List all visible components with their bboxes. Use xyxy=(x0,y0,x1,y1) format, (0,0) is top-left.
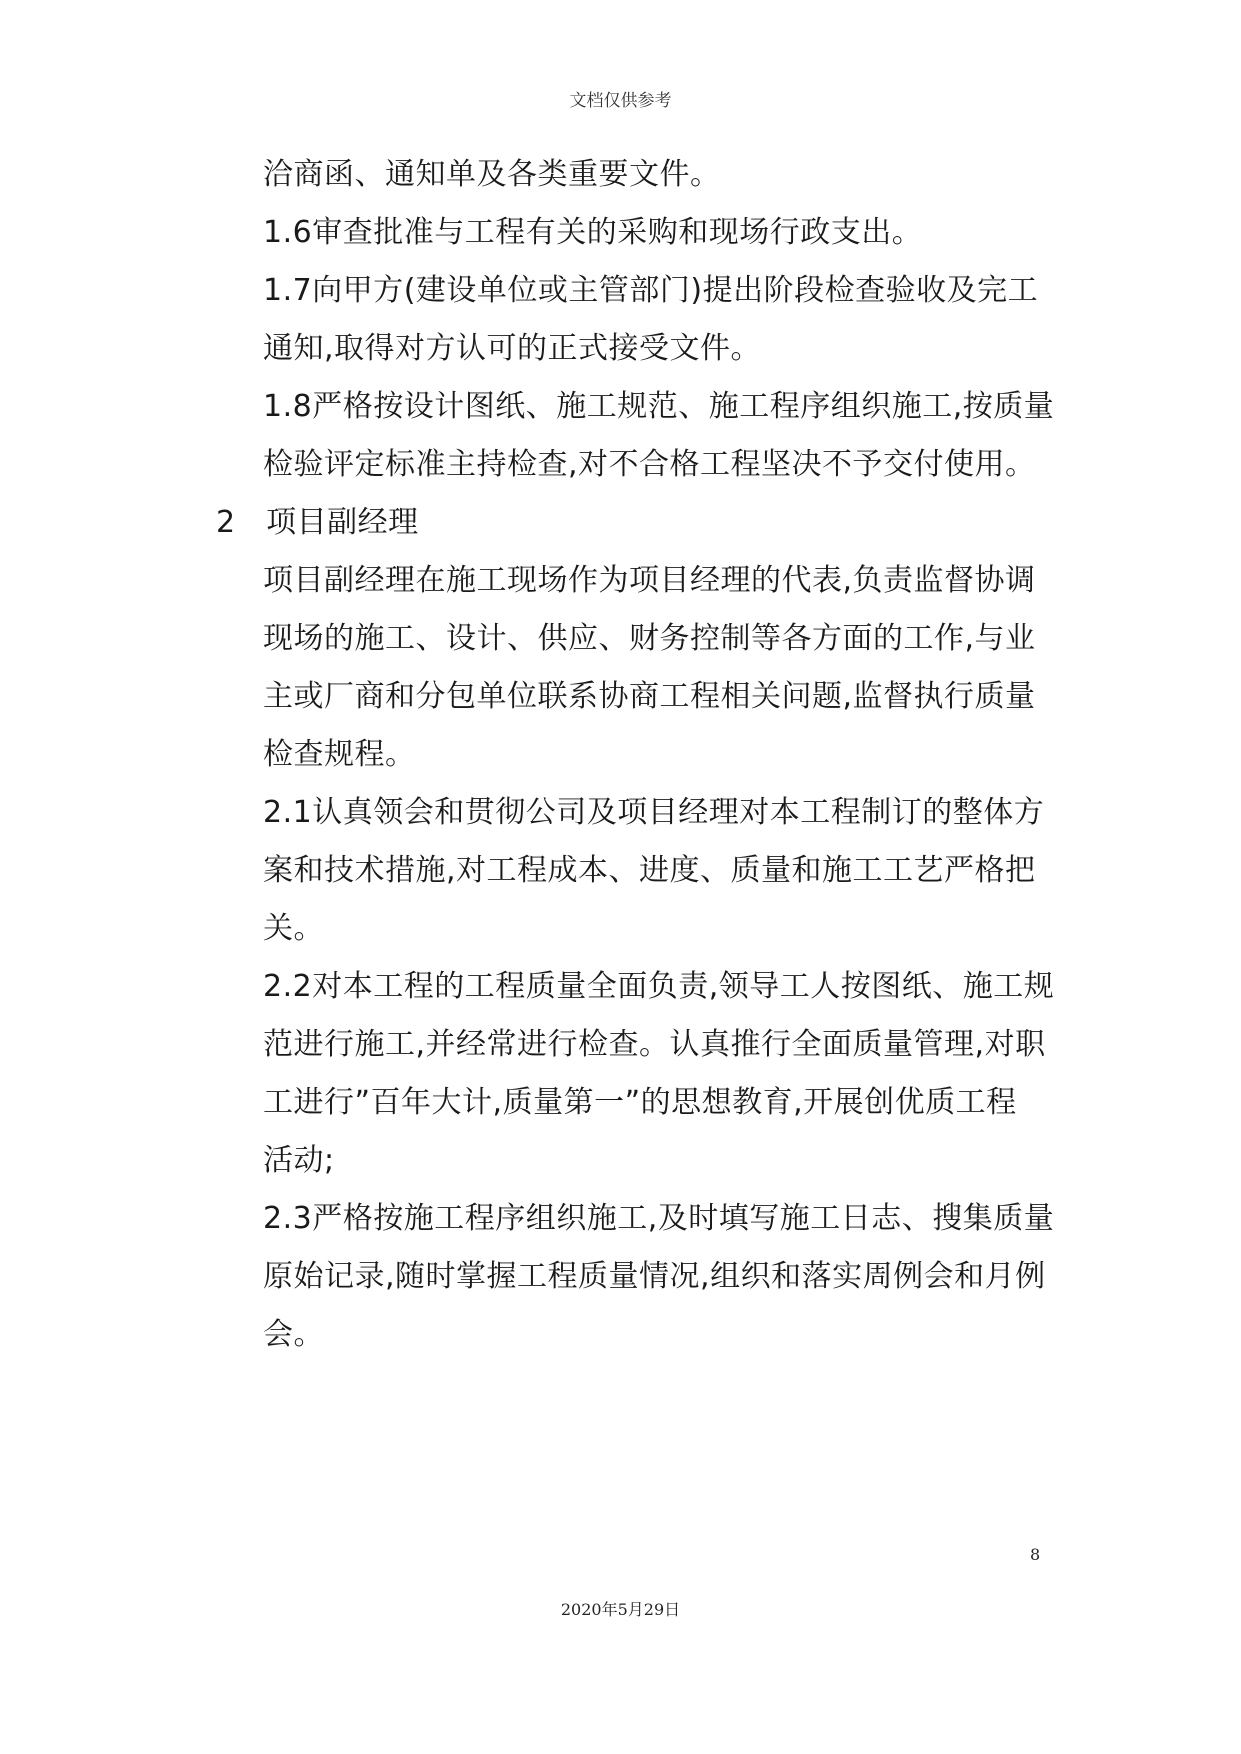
body-line: 原始记录,随时掌握工程质量情况,组织和落实周例会和月例 xyxy=(263,1259,1046,1294)
section-heading: 2 项目副经理 xyxy=(216,505,419,540)
body-line: 2.3严格按施工程序组织施工,及时填写施工日志、搜集质量 xyxy=(263,1201,1055,1236)
body-line: 现场的施工、设计、供应、财务控制等各方面的工作,与业 xyxy=(263,621,1036,656)
body-line: 关。 xyxy=(263,911,324,946)
body-line: 范进行施工,并经常进行检查。认真推行全面质量管理,对职 xyxy=(263,1027,1046,1062)
body-line: 1.6审查批准与工程有关的采购和现场行政支出。 xyxy=(263,215,923,250)
page-header: 文档仅供参考 xyxy=(569,91,672,111)
body-line: 2.1认真领会和贯彻公司及项目经理对本工程制订的整体方 xyxy=(263,795,1045,830)
body-line: 检验评定标准主持检查,对不合格工程坚决不予交付使用。 xyxy=(263,447,1036,482)
body-line: 项目副经理在施工现场作为项目经理的代表,负责监督协调 xyxy=(263,563,1036,598)
body-line: 主或厂商和分包单位联系协商工程相关问题,监督执行质量 xyxy=(263,679,1036,714)
body-line: 1.8严格按设计图纸、施工规范、施工程序组织施工,按质量 xyxy=(263,389,1055,424)
body-line: 会。 xyxy=(263,1317,324,1352)
body-line: 案和技术措施,对工程成本、进度、质量和施工工艺严格把 xyxy=(263,853,1036,888)
footer-date: 2020年5月29日 xyxy=(560,1600,681,1619)
body-line: 通知,取得对方认可的正式接受文件。 xyxy=(263,331,762,366)
body-line: 工进行”百年大计,质量第一”的思想教育,开展创优质工程 xyxy=(263,1085,1017,1120)
body-line: 洽商函、通知单及各类重要文件。 xyxy=(263,157,721,192)
body-line: 检查规程。 xyxy=(263,737,416,772)
page-number: 8 xyxy=(1030,1545,1041,1564)
body-line: 1.7向甲方(建设单位或主管部门)提出阶段检查验收及完工 xyxy=(263,273,1039,308)
body-line: 活动; xyxy=(263,1143,335,1178)
body-line: 2.2对本工程的工程质量全面负责,领导工人按图纸、施工规 xyxy=(263,969,1055,1004)
